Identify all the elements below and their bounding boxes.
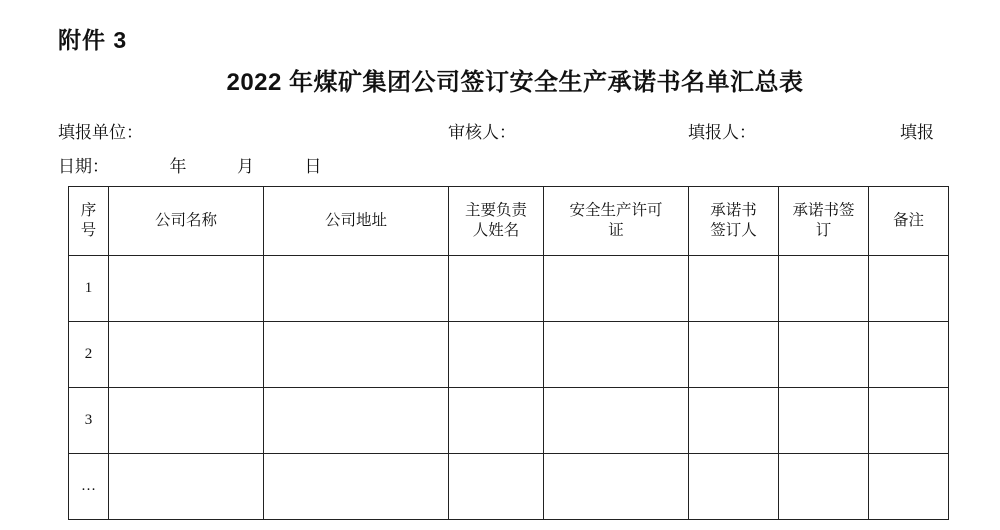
cell-signatory[interactable] — [689, 454, 779, 520]
table-row — [69, 322, 949, 388]
cell-principal-name[interactable] — [449, 322, 544, 388]
cell-signatory[interactable] — [689, 256, 779, 322]
cell-index: 3 — [69, 388, 109, 454]
column-header-remarks-line1: 备注 — [892, 211, 924, 229]
cell-index: 2 — [69, 322, 109, 388]
cell-signed[interactable] — [779, 388, 869, 454]
column-header-signatory-line2: 签订人 — [710, 222, 757, 239]
cell-remarks[interactable] — [869, 388, 949, 454]
summary-table-wrapper — [68, 186, 948, 520]
cell-safety-license[interactable] — [544, 256, 689, 322]
cell-signatory[interactable] — [689, 388, 779, 454]
cell-principal-name[interactable] — [449, 256, 544, 322]
column-header-safety-license — [544, 187, 689, 256]
reviewer-label: 审核人： — [448, 123, 516, 142]
reporting-tail-label: 填报 — [900, 123, 934, 142]
summary-table — [68, 186, 949, 520]
table-row — [69, 454, 949, 520]
column-header-company-address-line1: 公司地址 — [324, 211, 387, 229]
cell-index: … — [69, 454, 109, 520]
cell-signed[interactable] — [779, 322, 869, 388]
page-title: 2022 年煤矿集团公司签订安全生产承诺书名单汇总表 — [226, 69, 804, 96]
cell-index: 1 — [69, 256, 109, 322]
cell-principal-name[interactable] — [449, 388, 544, 454]
date-row — [58, 152, 322, 177]
cell-company-name[interactable] — [109, 454, 264, 520]
cell-signed[interactable] — [779, 454, 869, 520]
column-header-safety-license-line1: 安全生产许可 — [569, 201, 663, 219]
column-header-index-line1: 序 — [80, 201, 97, 219]
cell-company-name[interactable] — [109, 388, 264, 454]
column-header-remarks — [869, 187, 949, 256]
filler-label: 填报人： — [688, 123, 756, 142]
cell-company-address[interactable] — [264, 388, 449, 454]
column-header-signed-line2: 订 — [815, 222, 832, 239]
column-header-signatory-line1: 承诺书 — [710, 201, 757, 219]
column-header-principal-name — [449, 187, 544, 256]
column-header-index-line2: 号 — [80, 222, 97, 239]
column-header-principal-name-line2: 人姓名 — [472, 222, 520, 239]
cell-company-name[interactable] — [109, 322, 264, 388]
cell-remarks[interactable] — [869, 322, 949, 388]
column-header-company-name-line1: 公司名称 — [154, 211, 217, 229]
cell-company-address[interactable] — [264, 322, 449, 388]
month-label: 月 — [237, 157, 254, 176]
cell-company-name[interactable] — [109, 256, 264, 322]
table-row — [69, 256, 949, 322]
cell-signed[interactable] — [779, 256, 869, 322]
reporting-unit-label: 填报单位： — [58, 123, 143, 142]
cell-signatory[interactable] — [689, 322, 779, 388]
cell-remarks[interactable] — [869, 256, 949, 322]
column-header-safety-license-line2: 证 — [608, 222, 624, 239]
attachment-label: 附件 3 — [58, 27, 128, 53]
date-label: 日期： — [58, 157, 109, 176]
table-row — [69, 388, 949, 454]
cell-safety-license[interactable] — [544, 322, 689, 388]
cell-company-address[interactable] — [264, 256, 449, 322]
day-label: 日 — [304, 157, 322, 176]
cell-company-address[interactable] — [264, 454, 449, 520]
column-header-index — [69, 187, 109, 256]
cell-safety-license[interactable] — [544, 388, 689, 454]
table-header-row — [69, 187, 949, 256]
cell-remarks[interactable] — [869, 454, 949, 520]
column-header-company-address — [264, 187, 449, 256]
cell-safety-license[interactable] — [544, 454, 689, 520]
cell-principal-name[interactable] — [449, 454, 544, 520]
column-header-company-name — [109, 187, 264, 256]
column-header-signed — [779, 187, 869, 256]
column-header-principal-name-line1: 主要负责 — [464, 201, 527, 219]
column-header-signatory — [689, 187, 779, 256]
column-header-signed-line1: 承诺书签 — [792, 201, 855, 219]
year-label: 年 — [169, 157, 187, 176]
